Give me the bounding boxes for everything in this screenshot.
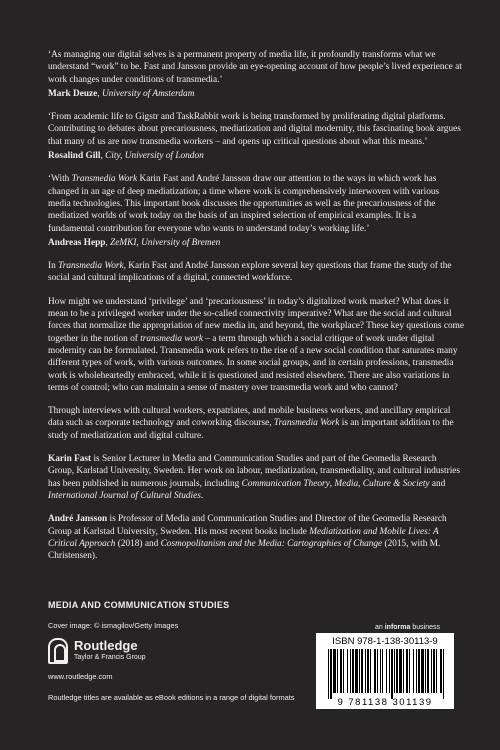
cover-image-credit: Cover image: © ismagilov/Getty Images: [48, 621, 179, 630]
isbn-label: ISBN 978-1-138-30113-9: [332, 636, 438, 647]
publisher-group: Taylor & Francis Group: [74, 654, 146, 661]
description-paragraph: In Transmedia Work, Karin Fast and André Jansson explore several key questions that frame the study of the social and cultural implications of a digital, connected workforce.: [48, 261, 452, 284]
blurb-quote: ‘With Transmedia Work Karin Fast and André Jansson draw our attention to the ways in which work has changed in an age of deep mediatization; a time where work is comprehensively interwoven with various media technologies. This important book discusses the opportunities as well as the precariousness of the mediatized worlds of work today on the basis of an inspired selection of empirical examples. It is a fundamental contribution for everyone who wants to understand today’s working life.’: [48, 174, 440, 234]
blurb-attribution: Andreas Hepp, ZeMKI, University of Bremen: [48, 237, 221, 248]
blurb-quote: ‘From academic life to Gigstr and TaskRabbit work is being transformed by proliferating digital platforms. Contributing to debates about precariousness, mediatization and digital modernity, this fascinating book argues that many of us are now transmedia workers – and opens up critical questions about what this means.’: [48, 112, 461, 147]
author-bio-fast: Karin Fast is Senior Lecturer in Media and Communication Studies and part of the Geomedia Research Group, Karlstad University, Sweden. Her work on labour, mediatization, transmediality, and cultural industries has been published in numerous journals, including Communication Theory, Media, Culture & Society and International Journal of Cultural Studies.: [48, 454, 461, 501]
blurb-name: Rosalind Gill: [48, 151, 101, 162]
blurb-attribution: Rosalind Gill, City, University of London: [48, 151, 204, 162]
author-bio-jansson: André Jansson is Professor of Media and Communication Studies and Director of the Geomedia Research Group at Karlstad University, Sweden. His most recent books include Mediatization and Mobile Lives: A Critical Approach (2018) and Cosmopolitanism and the Media: Cartographies of Change (2015, with M. Christensen).: [48, 514, 447, 562]
routledge-logo-icon: [48, 638, 68, 664]
barcode-digits: 9 781138 301139: [337, 697, 433, 708]
blurb-affiliation: University of Amsterdam: [101, 88, 195, 99]
series-title: MEDIA AND COMMUNICATION STUDIES: [48, 600, 230, 610]
description-paragraph: Through interviews with cultural workers, expatriates, and mobile business workers, and ancillary empirical data such as corporate technology and coworking discourse, Transmedia Work is an important addition to the study of mediatization and digital culture.: [48, 406, 454, 441]
publisher-name: Routledge: [74, 638, 138, 653]
barcode-icon: [328, 649, 446, 697]
blurb-affiliation: ZeMKI, University of Bremen: [110, 237, 221, 248]
blurb-name: Mark Deuze: [48, 88, 98, 99]
routledge-logo: [48, 638, 158, 668]
description-paragraph: How might we understand ‘privilege’ and ‘precariousness’ in today’s digitalized work market? What does it mean to be a privileged worker under the so-called connectivity imperative? What are the social and cultural forces that normalize the appropriation of new media in, and beyond, the workplace? These key questions come together in the notion of transmedia work – a term through which a social critique of work under digital modernity can be formulated. Transmedia work refers to the rise of a new social condition that saturates many different types of work, with various outcomes. In some social groups, and in certain professions, transmedia work is wholeheartedly embraced, while it is questioned and resisted elsewhere. There are also variations in terms of control; who can maintain a sense of mastery over transmedia work and who cannot?: [48, 296, 464, 393]
blurb-attribution: Mark Deuze, University of Amsterdam: [48, 88, 195, 99]
back-cover-text: [48, 49, 464, 573]
ebook-note: Routledge titles are available as eBook editions in a range of digital formats: [48, 693, 295, 702]
blurb-name: Andreas Hepp: [48, 237, 106, 248]
blurb-quote: ‘As managing our digital selves is a permanent property of media life, it profoundly transforms what we understand “work” to be. Fast and Jansson provide an eye-opening account of how people’s lived experience at work changes under conditions of transmedia.’: [48, 50, 462, 85]
isbn-barcode: [316, 633, 454, 709]
blurb-affiliation: City, University of London: [105, 151, 204, 162]
informa-business-label: an informa business: [375, 624, 440, 631]
publisher-website: www.routledge.com: [48, 672, 113, 681]
